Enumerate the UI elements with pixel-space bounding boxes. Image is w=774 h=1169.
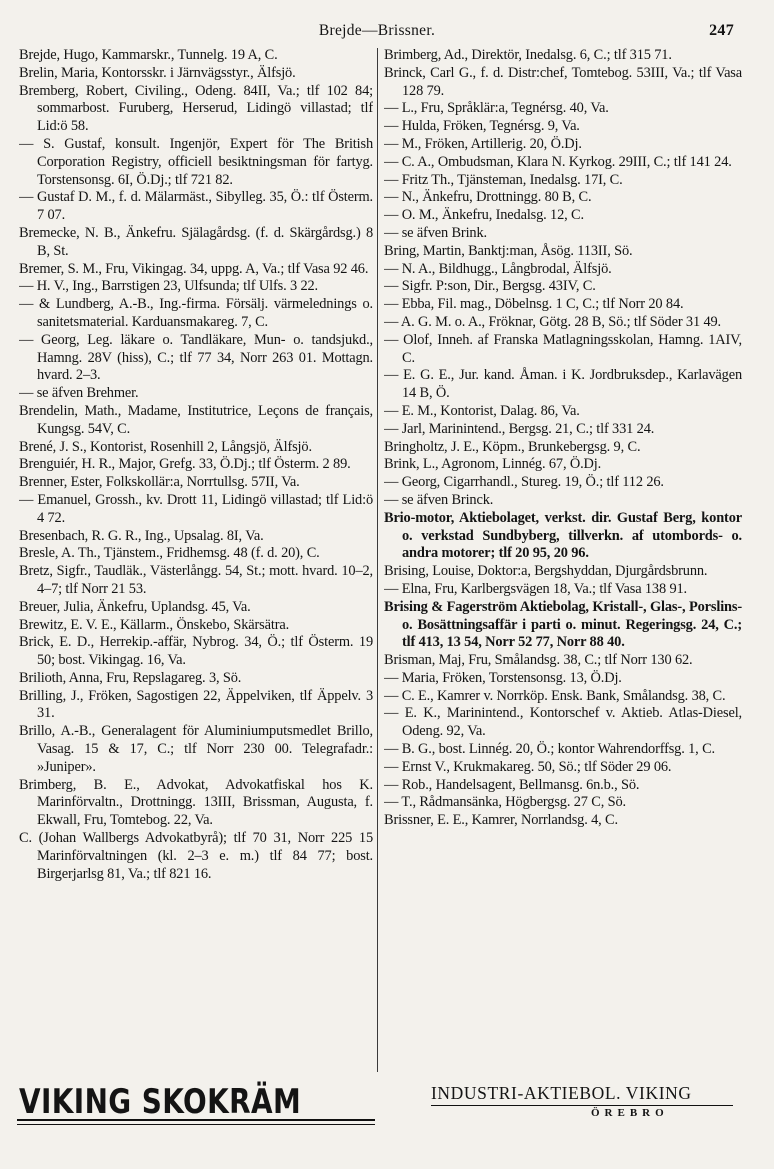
running-title: Brejde—Brissner. <box>318 22 436 39</box>
directory-entry: — Fritz Th., Tjänsteman, Inedalsg. 17I, C. <box>384 171 623 188</box>
directory-entry: — se äfven Brehmer. <box>19 385 139 402</box>
directory-entry: — Gustaf D. M., f. d. Mälarmäst., Sibylleg. 35, Ö.: tlf Österm. 7 07. <box>19 189 373 224</box>
page-number: 247 <box>709 22 734 39</box>
directory-entry: Bremecke, N. B., Änkefru. Själagårdsg. (f. d. Skärgårdsg.) 8 B, St. <box>19 224 373 259</box>
directory-entry: Brinck, Carl G., f. d. Distr:chef, Tomtebog. 53III, Va.; tlf Vasa 128 79. <box>384 64 742 99</box>
directory-entry: Brisman, Maj, Fru, Smålandsg. 38, C.; tlf Norr 130 62. <box>384 652 693 669</box>
directory-entry: Brink, L., Agronom, Linnég. 67, Ö.Dj. <box>384 456 602 473</box>
directory-entry: Brick, E. D., Herrekip.-affär, Nybrog. 34, Ö.; tlf Österm. 19 50; bost. Vikingag. 16, Va. <box>19 634 373 669</box>
advertisement <box>17 1083 737 1129</box>
directory-entry: — Elna, Fru, Karlbergsvägen 18, Va.; tlf Vasa 138 91. <box>384 580 687 597</box>
directory-entry: Brenguiér, H. R., Major, Grefg. 33, Ö.Dj.; tlf Österm. 2 89. <box>19 456 351 473</box>
directory-entry: — Georg, Cigarrhandl., Stureg. 19, Ö.; tlf 112 26. <box>384 474 664 491</box>
page-header <box>20 22 734 44</box>
directory-entry: — C. E., Kamrer v. Norrköp. Ensk. Bank, Smålandsg. 38, C. <box>384 687 726 704</box>
directory-entry: — B. G., bost. Linnég. 20, Ö.; kontor Wahrendorffsg. 1, C. <box>384 741 715 758</box>
ad-rule <box>17 1119 375 1121</box>
directory-entry: Bresenbach, R. G. R., Ing., Upsalag. 8I, Va. <box>19 527 264 544</box>
directory-entry: — Jarl, Marinintend., Bergsg. 21, C.; tlf 331 24. <box>384 420 655 437</box>
directory-entry: — E. G. E., Jur. kand. Åman. i K. Jordbruksdep., Karlavägen 14 B, Ö. <box>384 367 742 402</box>
directory-entry: — O. M., Änkefru, Inedalsg. 12, C. <box>384 207 584 224</box>
directory-entry: Brimberg, Ad., Direktör, Inedalsg. 6, C.; tlf 315 71. <box>384 47 672 63</box>
directory-entry: Brio-motor, Aktiebolaget, verkst. dir. Gustaf Berg, kontor o. verkstad Sundbyberg, tillverkn. af utombords- o. andra motorer; tlf 20 95, 20 96. <box>384 509 742 562</box>
directory-entry: — Rob., Handelsagent, Bellmansg. 6n.b., Sö. <box>384 776 640 793</box>
ad-company: INDUSTRI-AKTIEBOL. VIKING <box>431 1083 692 1103</box>
directory-entry: — Ernst V., Krukmakareg. 50, Sö.; tlf Söder 29 06. <box>384 758 672 775</box>
directory-entry: — Ebba, Fil. mag., Döbelnsg. 1 C, C.; tlf Norr 20 84. <box>384 296 684 313</box>
directory-entry: Brimberg, B. E., Advokat, Advokatfiskal hos K. Marinförvaltn., Drottningg. 13III, Brissman, Augusta, f. Ekwall, Fru, Tomtebog. 22, Va. <box>19 776 373 829</box>
ad-city: ÖREBRO <box>591 1107 669 1119</box>
directory-entry: Brilioth, Anna, Fru, Repslagareg. 3, Sö. <box>19 669 242 686</box>
directory-entry: Brilling, J., Fröken, Sagostigen 22, Äppelviken, tlf Äppelv. 3 31. <box>19 687 373 722</box>
directory-entry: — Emanuel, Grossh., kv. Drott 11, Lidingö villastad; tlf Lid:ö 4 72. <box>19 491 373 526</box>
directory-entry: C. (Johan Wallbergs Advokatbyrå); tlf 70 31, Norr 225 15 Marinförvaltningen (kl. 2–3 e. m.) tlf 84 77; bost. Birgerjarlsg 81, Va.; tlf 821 16. <box>19 830 373 882</box>
directory-entry: Brené, J. S., Kontorist, Rosenhill 2, Långsjö, Älfsjö. <box>19 438 312 455</box>
directory-entry: — E. K., Marinintend., Kontorschef v. Aktieb. Atlas-Diesel, Odeng. 92, Va. <box>384 705 742 740</box>
directory-entry: — E. M., Kontorist, Dalag. 86, Va. <box>384 402 580 419</box>
directory-entry: — N. A., Bildhugg., Långbrodal, Älfsjö. <box>384 260 612 277</box>
directory-entry: — se äfven Brinck. <box>384 491 494 508</box>
directory-entry: — Olof, Inneh. af Franska Matlagningsskolan, Hamng. 1AIV, C. <box>384 331 742 366</box>
directory-entry: Brejde, Hugo, Kammarskr., Tunnelg. 19 A, C. <box>19 47 278 63</box>
directory-entry: Brendelin, Math., Madame, Institutrice, Leçons de français, Kungsg. 54V, C. <box>19 402 373 437</box>
ad-rule <box>431 1105 733 1106</box>
directory-entry: — se äfven Brink. <box>384 224 487 241</box>
directory-entry: — H. V., Ing., Barrstigen 23, Ulfsunda; tlf Ulfs. 3 22. <box>19 278 318 295</box>
directory-entry: Brenner, Ester, Folkskollär:a, Norrtullsg. 57II, Va. <box>19 474 300 491</box>
directory-entry: Bresle, A. Th., Tjänstem., Fridhemsg. 48 (f. d. 20), C. <box>19 545 320 562</box>
directory-entry: — Georg, Leg. läkare o. Tandläkare, Mun- o. tandsjukd., Hamng. 28V (hiss), C.; tlf 77 34, Norr 263 01. Mottagn. hvard. 2–3. <box>19 331 373 384</box>
directory-entry: — M., Fröken, Artillerig. 20, Ö.Dj. <box>384 135 582 152</box>
directory-entry: Brillo, A.-B., Generalagent för Aluminiumputsmedlet Brillo, Vasag. 15 & 17, C.; tlf Norr 230 00. Telegrafadr.: »Juniper». <box>19 723 373 775</box>
directory-entry: Brissner, E. E., Kamrer, Norrlandsg. 4, C. <box>384 812 618 829</box>
directory-entry: — N., Änkefru, Drottningg. 80 B, C. <box>384 189 592 206</box>
directory-entry: — T., Rådmansänka, Högbergsg. 27 C, Sö. <box>384 794 626 811</box>
directory-entry: — Hulda, Fröken, Tegnérsg. 9, Va. <box>384 118 580 135</box>
directory-entry: Brelin, Maria, Kontorsskr. i Järnvägsstyr., Älfsjö. <box>19 64 296 81</box>
directory-entry: — A. G. M. o. A., Fröknar, Götg. 28 B, Sö.; tlf Söder 31 49. <box>384 313 722 330</box>
directory-entry: — C. A., Ombudsman, Klara N. Kyrkog. 29III, C.; tlf 141 24. <box>384 153 732 170</box>
directory-entry: Bretz, Sigfr., Taudläk., Västerlångg. 54, St.; mott. hvard. 10–2, 4–7; tlf Norr 21 53. <box>19 563 373 597</box>
directory-entry: Brewitz, E. V. E., Källarm., Önskebo, Skärsätra. <box>19 616 290 633</box>
directory-entry: Breuer, Julia, Änkefru, Uplandsg. 45, Va. <box>19 598 251 615</box>
directory-entry: — S. Gustaf, konsult. Ingenjör, Expert för The British Corporation Registry, officiell besiktningsman för fartyg. Torstensonsg. 6I, Ö.Dj.; tlf 721 82. <box>19 135 373 188</box>
left-column <box>19 47 373 1075</box>
directory-entry: — & Lundberg, A.-B., Ing.-firma. Försälj. värmelednings o. sanitetsmaterial. Karduansmakareg. 7, C. <box>19 296 373 330</box>
directory-entry: Bring, Martin, Banktj:man, Åsög. 113II, Sö. <box>384 242 633 259</box>
ad-rule <box>17 1124 375 1125</box>
directory-entry: Bremer, S. M., Fru, Vikingag. 34, uppg. A, Va.; tlf Vasa 92 46. <box>19 260 369 277</box>
directory-entry: — Sigfr. P:son, Dir., Bergsg. 43IV, C. <box>384 278 596 295</box>
directory-entry: Bringholtz, J. E., Köpm., Brunkebergsg. 9, C. <box>384 438 641 455</box>
directory-entry: — Maria, Fröken, Torstensonsg. 13, Ö.Dj. <box>384 669 622 686</box>
directory-entry: Brising & Fagerström Aktiebolag, Kristall-, Glas-, Porslins- o. Bosättningsaffär i parti o. minut. Regeringsg. 24, C.; tlf 413, 13 54, Norr 52 77, Norr 88 40. <box>384 598 742 651</box>
ad-brand: VIKING SKOKRÄM <box>19 1082 302 1122</box>
directory-entry: — L., Fru, Språklär:a, Tegnérsg. 40, Va. <box>384 100 609 117</box>
column-divider <box>377 48 378 1072</box>
directory-entry: Bremberg, Robert, Civiling., Odeng. 84II, Va.; tlf 102 84; sommarbost. Furuberg, Herserud, Lidingö villastad; tlf Lid:ö 58. <box>19 82 373 135</box>
right-column <box>384 47 742 1075</box>
directory-entry: Brising, Louise, Doktor:a, Bergshyddan, Djurgårdsbrunn. <box>384 563 708 580</box>
